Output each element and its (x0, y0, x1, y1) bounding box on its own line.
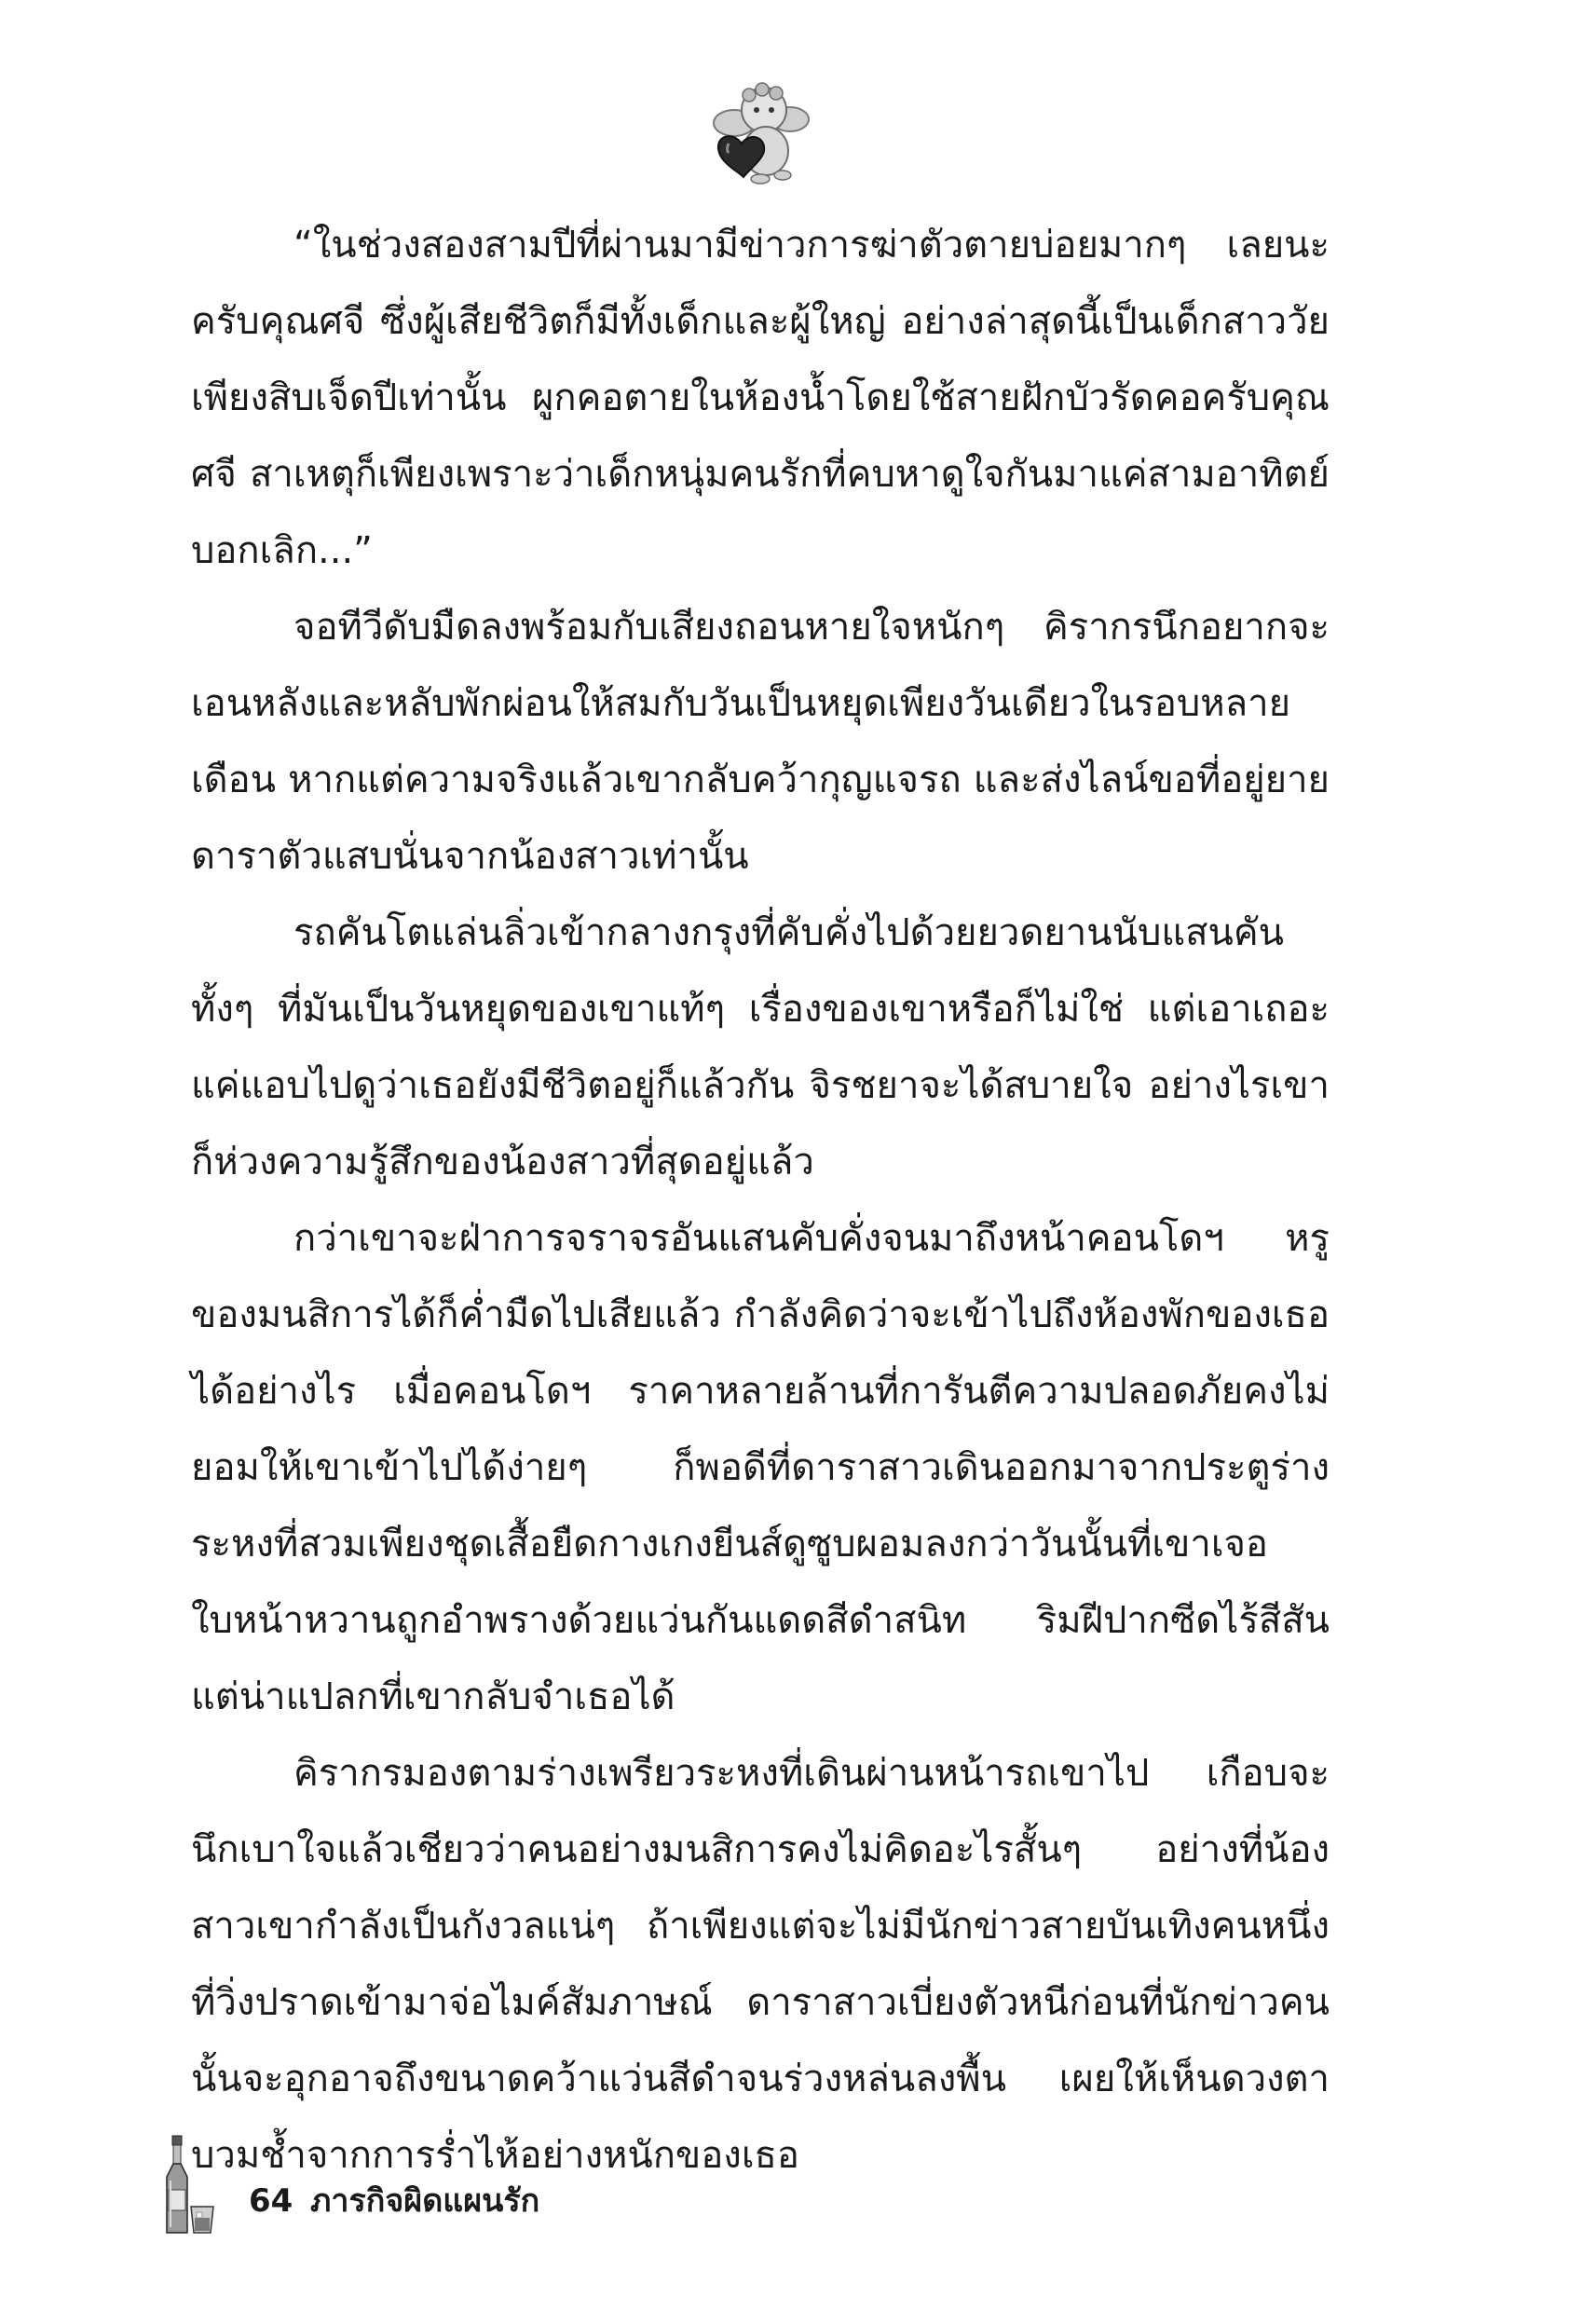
paragraph-4: กว่าเขาจะฝ่าการจราจรอันแสนคับคั่งจนมาถึงหน้าคอนโดฯ หรูของมนสิการได้ก็ค่ำมืดไปเสียแล้ว กำลังคิดว่าจะเข้าไปถึงห้องพักของเธอได้อย่างไร เมื่อคอนโดฯ ราคาหลายล้านที่การันตีความปลอดภัยคงไม่ยอมให้เขาเข้าไปได้ง่ายๆ ก็พอดีที่ดาราสาวเดินออกมาจากประตูร่างระหงที่สวมเพียงชุดเสื้อยืดกางเกงยีนส์ดูซูบผอมลงกว่าวันนั้นที่เขาเจอ ใบหน้าหวานถูกอำพรางด้วยแว่นกันแดดสีดำสนิท ริมฝีปากซีดไร้สีสัน แต่น่าแปลกที่เขากลับจำเธอได้ (191, 1217, 1330, 1718)
cupid-with-heart-icon (706, 78, 816, 188)
liquor-bottle-and-glass-icon (163, 2134, 221, 2236)
liquor-bottle-and-glass-icon-graphic (163, 2134, 221, 2236)
body-text (191, 207, 1330, 2194)
page-footer (163, 2134, 815, 2236)
paragraph-5: คิรากรมองตามร่างเพรียวระหงที่เดินผ่านหน้ารถเขาไป เกือบจะนึกเบาใจแล้วเชียวว่าคนอย่างมนสิการคงไม่คิดอะไรสั้นๆ อย่างที่น้องสาวเขากำลังเป็นกังวลแน่ๆ ถ้าเพียงแต่จะไม่มีนักข่าวสายบันเทิงคนหนึ่งที่วิ่งปราดเข้ามาจ่อไมค์สัมภาษณ์ ดาราสาวเบี่ยงตัวหนีก่อนที่นักข่าวคนนั้นจะอุกอาจถึงขนาดคว้าแว่นสีดำจนร่วงหล่นลงพื้น เผยให้เห็นดวงตาบวมช้ำจากการร่ำไห้อย่างหนักของเธอ (191, 1752, 1330, 2177)
paragraph-2: จอทีวีดับมืดลงพร้อมกับเสียงถอนหายใจหนักๆ คิรากรนึกอยากจะเอนหลังและหลับพักผ่อนให้สมกับวันเป็นหยุดเพียงวันเดียวในรอบหลายเดือน หากแต่ความจริงแล้วเขากลับคว้ากุญแจรถ และส่งไลน์ขอที่อยู่ยายดาราตัวแสบนั่นจากน้องสาวเท่านั้น (191, 606, 1330, 878)
book-title: ภารกิจผิดแผนรัก (310, 2182, 540, 2220)
cupid-with-heart-icon-graphic (706, 78, 816, 188)
paragraph-1: “ในช่วงสองสามปีที่ผ่านมามีข่าวการฆ่าตัวตายบ่อยมากๆ เลยนะครับคุณศจี ซึ่งผู้เสียชีวิตก็มีทั้งเด็กและผู้ใหญ่ อย่างล่าสุดนี้เป็นเด็กสาววัยเพียงสิบเจ็ดปีเท่านั้น ผูกคอตายในห้องน้ำโดยใช้สายฝักบัวรัดคอครับคุณศจี สาเหตุก็เพียงเพราะว่าเด็กหนุ่มคนรักที่คบหาดูใจกันมาแค่สามอาทิตย์บอกเลิก...” (191, 224, 1330, 572)
page-number: 64 (249, 2182, 293, 2220)
paragraph-3: รถคันโตแล่นลิ่วเข้ากลางกรุงที่คับคั่งไปด้วยยวดยานนับแสนคันทั้งๆ ที่มันเป็นวันหยุดของเขาแท้ๆ เรื่องของเขาหรือก็ไม่ใช่ แต่เอาเถอะแค่แอบไปดูว่าเธอยังมีชีวิตอยู่ก็แล้วกัน จิรชยาจะได้สบายใจ อย่างไรเขาก็ห่วงความรู้สึกของน้องสาวที่สุดอยู่แล้ว (191, 911, 1330, 1183)
